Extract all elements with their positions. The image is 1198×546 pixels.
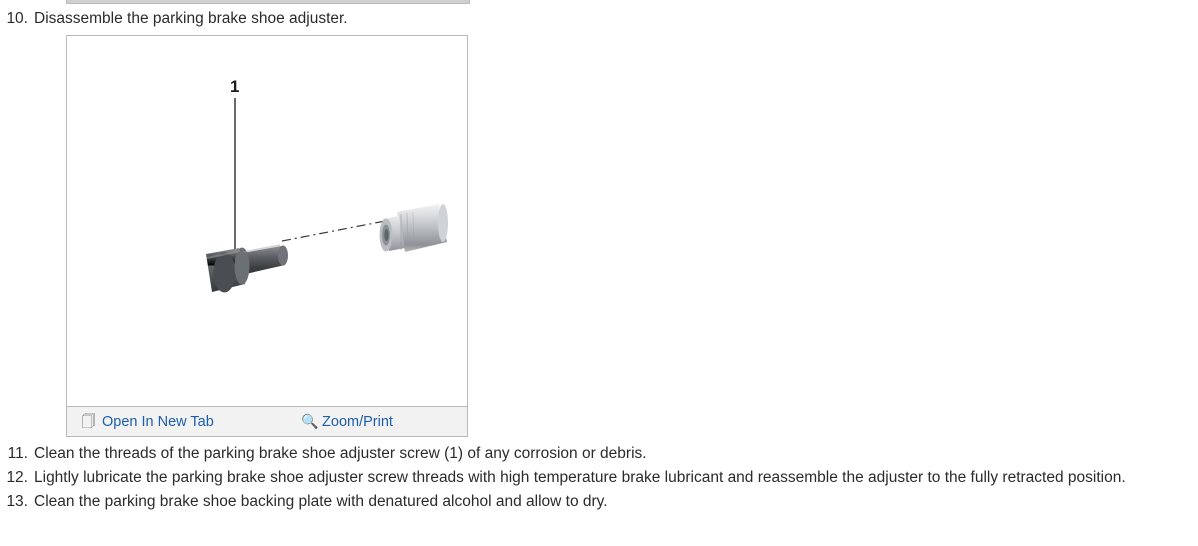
step-number: 12. xyxy=(6,469,28,486)
open-in-new-tab-label: Open In New Tab xyxy=(102,413,214,430)
trailing-steps xyxy=(0,443,1198,512)
step-13 xyxy=(0,491,1198,512)
step-text: Clean the parking brake shoe backing plate with denatured alcohol and allow to dry. xyxy=(34,493,608,510)
step-text: Disassemble the parking brake shoe adjuster. xyxy=(34,10,348,27)
open-in-new-tab-icon: 🗍 xyxy=(81,413,96,429)
step-number: 10. xyxy=(6,10,28,27)
step-number: 13. xyxy=(6,493,28,510)
step-12 xyxy=(0,467,1198,488)
figure-image[interactable] xyxy=(66,35,468,407)
zoom-print-label: Zoom/Print xyxy=(322,413,393,430)
svg-text:1: 1 xyxy=(230,77,240,96)
step-number: 11. xyxy=(7,445,28,462)
figure-block xyxy=(66,35,468,437)
adjuster-illustration xyxy=(67,36,467,406)
open-in-new-tab-button[interactable] xyxy=(81,414,214,430)
figure-toolbar xyxy=(66,407,468,437)
procedure-document xyxy=(0,8,1198,515)
step-text: Clean the threads of the parking brake shoe adjuster screw (1) of any corrosion or debris. xyxy=(34,445,647,462)
step-10 xyxy=(0,8,1198,29)
page-top-stub xyxy=(66,0,470,4)
zoom-print-button[interactable] xyxy=(301,414,393,430)
magnifier-icon: 🔍 xyxy=(301,413,319,429)
step-text: Lightly lubricate the parking brake shoe adjuster screw threads with high temperature brake lubricant and reassemble the adjuster to the fully retracted position. xyxy=(34,469,1126,486)
step-11 xyxy=(0,443,1198,464)
